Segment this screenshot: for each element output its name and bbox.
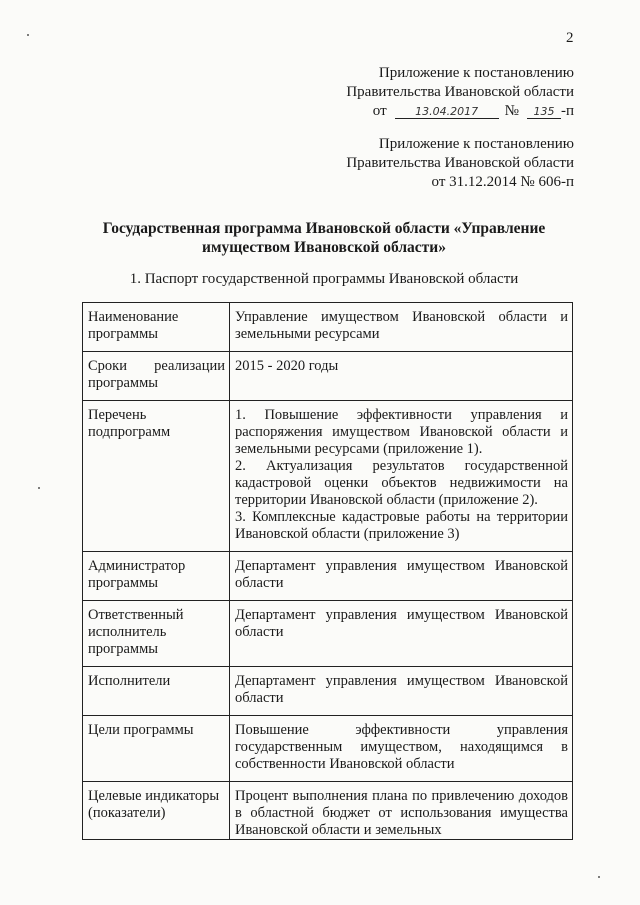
scan-speck <box>38 487 40 489</box>
approval-line-1: Приложение к постановлению <box>378 65 574 81</box>
row-label: Исполнители <box>83 667 230 716</box>
row-value: 2015 - 2020 годы <box>230 352 573 401</box>
handwritten-number: 135 <box>527 105 561 119</box>
row-label: Перечень подпрограмм <box>83 401 230 552</box>
scan-speck <box>598 876 600 878</box>
section-subtitle: 1. Паспорт государственной программы Ивановской области <box>129 271 519 287</box>
table-row <box>83 601 573 667</box>
subprogram-item: 2. Актуализация результатов государственной кадастровой оценки объектов недвижимости на территории Ивановской области (приложение 2). <box>235 458 568 508</box>
table-row <box>83 352 573 401</box>
approval-block-current <box>346 64 574 121</box>
approval-block-original <box>346 135 574 192</box>
number-suffix: -п <box>560 103 574 119</box>
row-label: Целевые индикаторы (показатели) <box>83 782 230 840</box>
row-label: Ответственный исполнитель программы <box>83 601 230 667</box>
table-row <box>83 303 573 352</box>
date-prefix: от <box>372 103 387 119</box>
scan-speck <box>27 34 29 36</box>
row-label: Администратор программы <box>83 552 230 601</box>
row-value: Департамент управления имуществом Ивановской области <box>230 601 573 667</box>
passport-table <box>82 302 573 840</box>
table-row <box>83 401 573 552</box>
row-value: Департамент управления имуществом Ивановской области <box>230 667 573 716</box>
row-value: Управление имуществом Ивановской области и земельными ресурсами <box>230 303 573 352</box>
subprograms-list <box>230 401 573 552</box>
page-number: 2 <box>566 30 574 46</box>
row-label: Цели программы <box>83 716 230 782</box>
row-value: Процент выполнения плана по привлечению доходов в областной бюджет от использования имущества Ивановской области и земельных <box>230 782 573 840</box>
number-prefix: № <box>504 103 519 119</box>
row-value: Департамент управления имуществом Ивановской области <box>230 552 573 601</box>
subprogram-item: 1. Повышение эффективности управления и распоряжения имуществом Ивановской области и земельными ресурсами (приложение 1). <box>235 407 568 457</box>
row-value: Повышение эффективности управления государственным имуществом, находящимся в собственности Ивановской области <box>230 716 573 782</box>
table-row <box>83 552 573 601</box>
subprogram-item: 3. Комплексные кадастровые работы на территории Ивановской области (приложение 3) <box>235 509 568 542</box>
table-row <box>83 667 573 716</box>
handwritten-date: 13.04.2017 <box>395 105 499 119</box>
approval-line-2: Правительства Ивановской области <box>346 84 574 100</box>
approval-orig-line-3: от 31.12.2014 № 606-п <box>431 174 574 190</box>
table-row <box>83 716 573 782</box>
row-label: Сроки реализации программы <box>83 352 230 401</box>
table-row <box>83 782 573 840</box>
document-title: Государственная программа Ивановской области «Управление имуществом Ивановской области» <box>102 220 546 256</box>
row-label: Наименование программы <box>83 303 230 352</box>
approval-orig-line-1: Приложение к постановлению <box>378 136 574 152</box>
approval-date-number-line <box>346 102 574 121</box>
approval-orig-line-2: Правительства Ивановской области <box>346 155 574 171</box>
